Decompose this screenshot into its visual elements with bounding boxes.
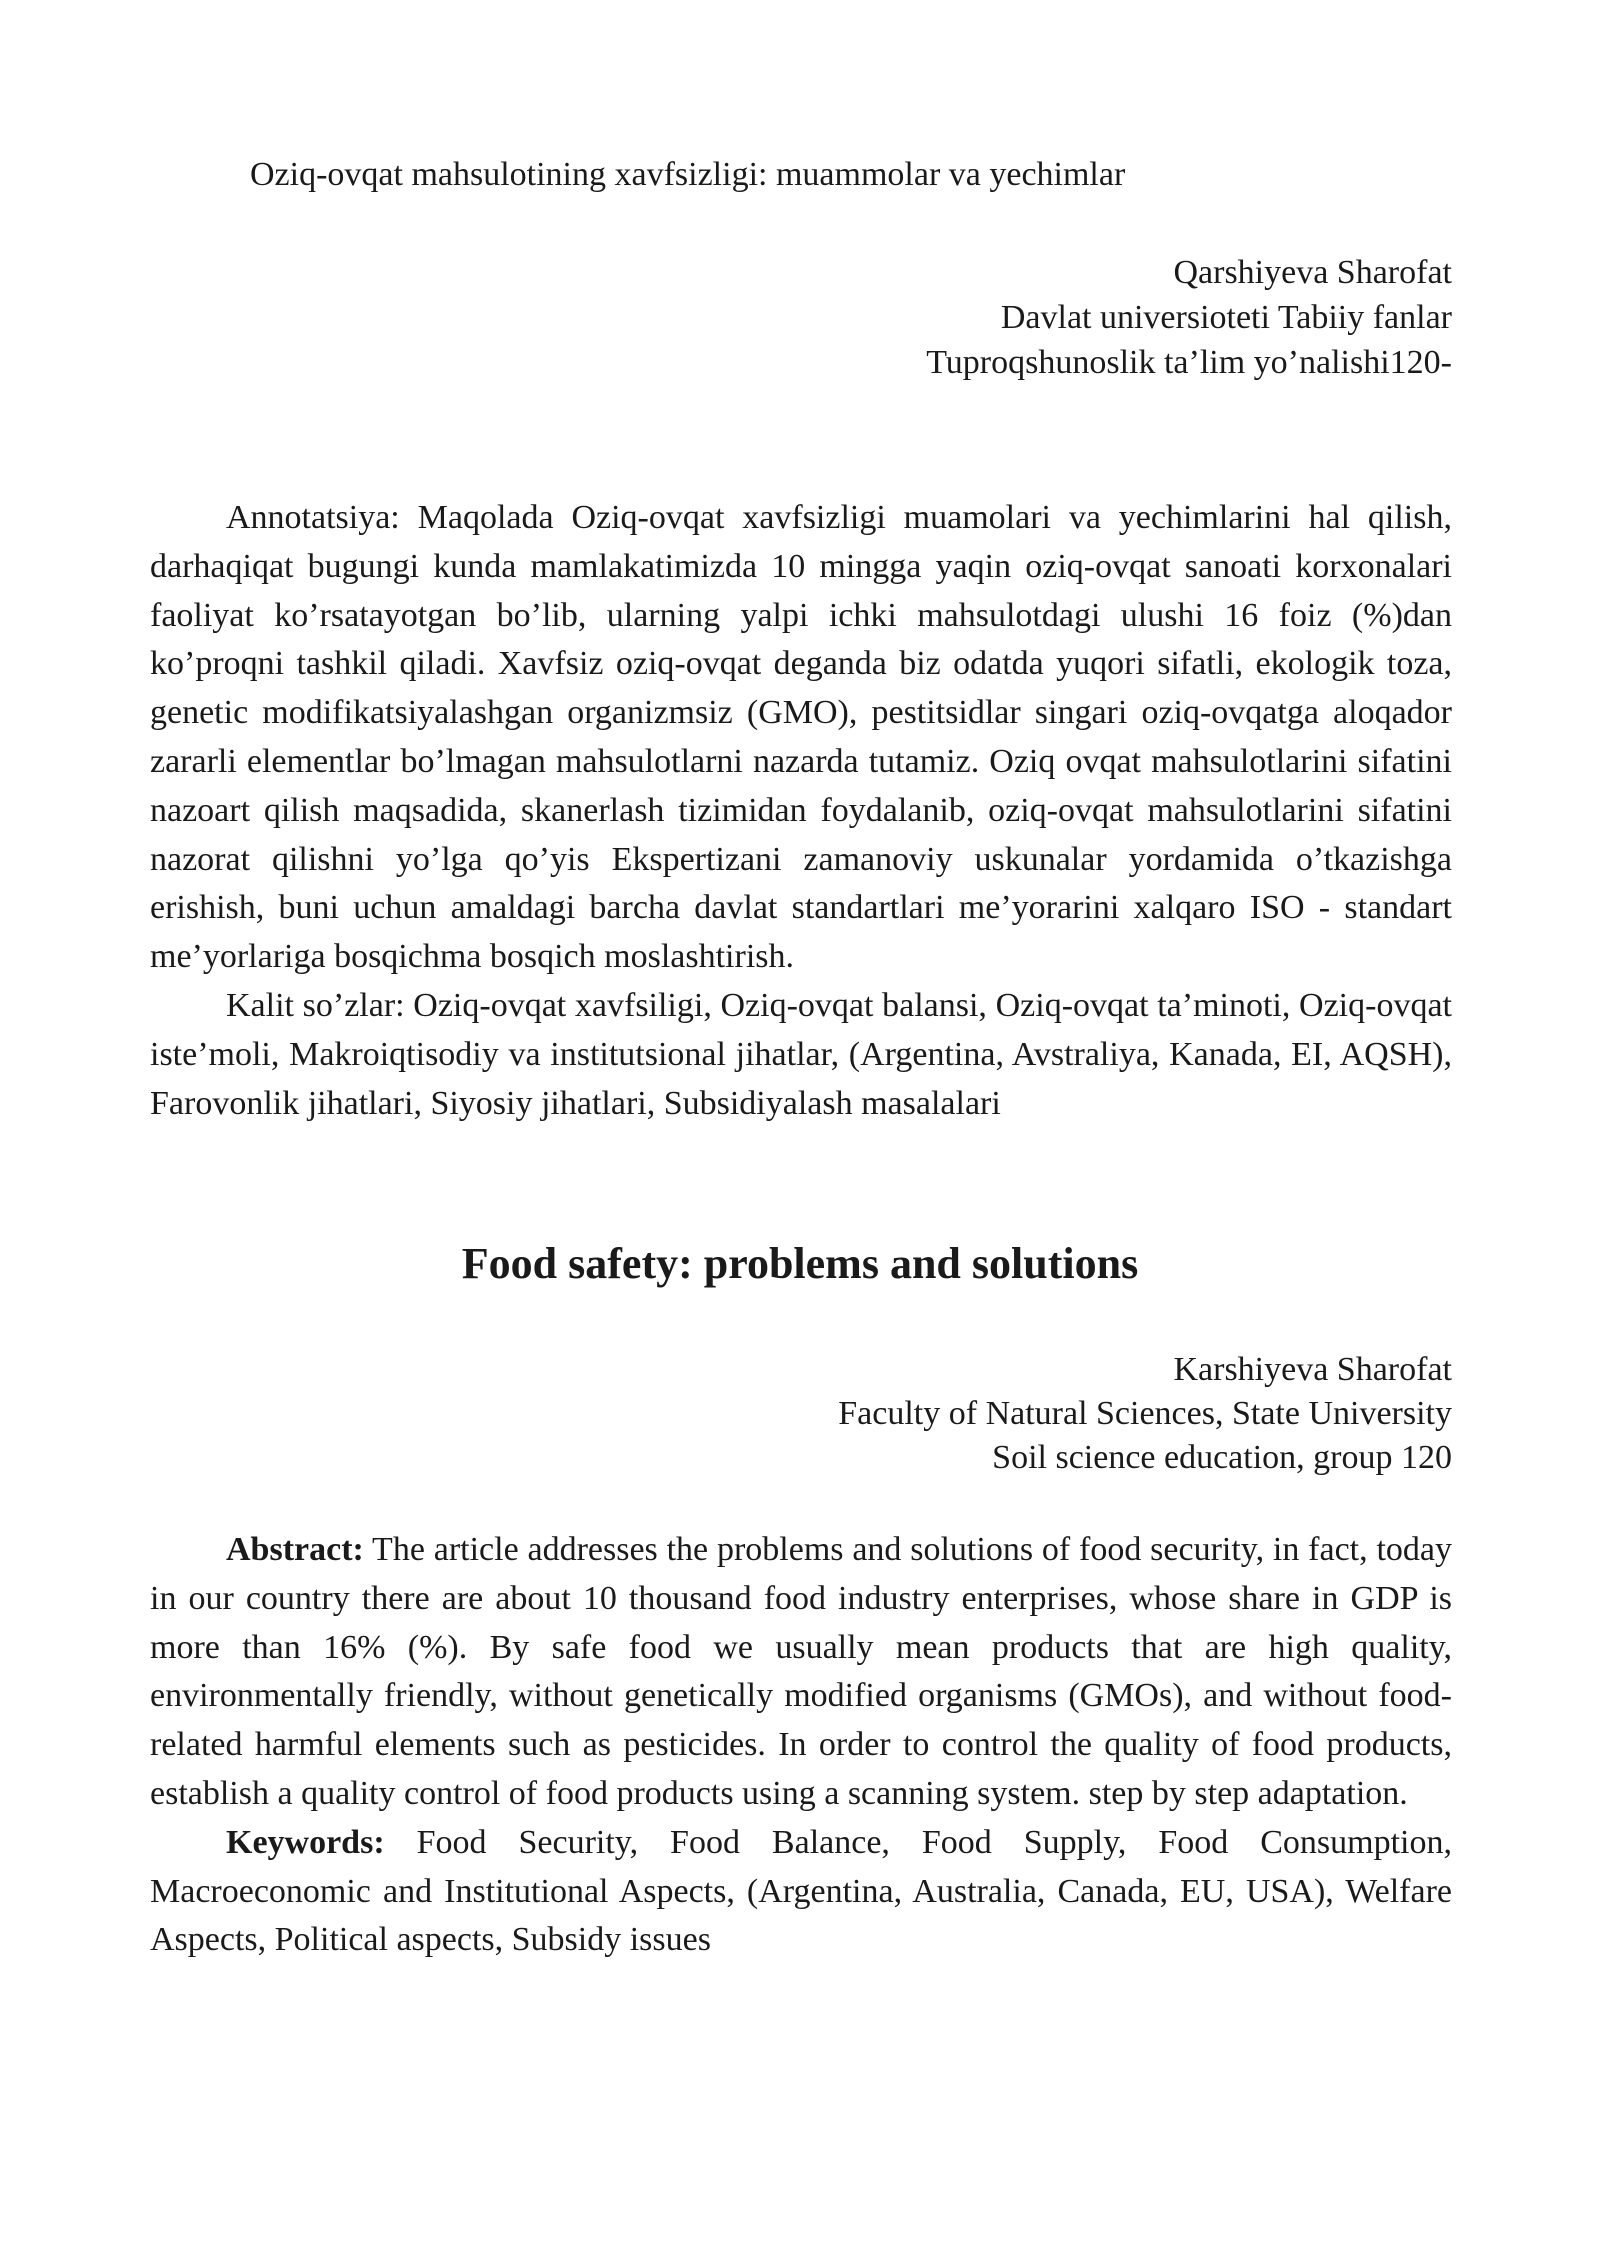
english-keywords-paragraph xyxy=(150,1819,1452,1965)
english-abstract-text: The article addresses the problems and solutions of food security, in fact, today in our country there are about 10 thousand food industry enterprises, whose share in GDP is more than 16% (%). By safe food we usually mean products that are high quality, environmentally friendly, without genetically modified organisms (GMOs), and without food-related harmful elements such as pesticides. In order to control the quality of food products, establish a quality control of food products using a scanning system. step by step adaptation. xyxy=(150,1531,1452,1812)
uzbek-keywords-paragraph: Kalit so’zlar: Oziq-ovqat xavfsiligi, Oziq-ovqat balansi, Oziq-ovqat ta’minoti, Oziq-ovqat iste’moli, Makroiqtisodiy va institutsional jihatlar, (Argentina, Avstraliya, Kanada, EI, AQSH), Farovonlik jihatlari, Siyosiy jihatlari, Subsidiyalash masalalari xyxy=(150,986,1452,1122)
abstract-label: Abstract: xyxy=(226,1531,364,1568)
keywords-label: Keywords: xyxy=(226,1823,385,1861)
uzbek-author-block xyxy=(926,250,1452,385)
english-author-block xyxy=(838,1348,1452,1480)
uzbek-author-name: Qarshiyeva Sharofat xyxy=(1173,254,1452,291)
english-keywords-text: Food Security, Food Balance, Food Supply, Food Consumption, Macroeconomic and Institutional Aspects, (Argentina, Australia, Canada, EU, USA), Welfare Aspects, Political aspects, Subsidy issues xyxy=(150,1823,1452,1959)
uzbek-abstract-section xyxy=(150,494,1452,1128)
english-author-name: Karshiyeva Sharofat xyxy=(1173,1351,1452,1388)
english-title: Food safety: problems and solutions xyxy=(461,1239,1139,1288)
uzbek-author-affiliation: Davlat universioteti Tabiiy fanlar xyxy=(1000,299,1452,336)
english-author-department: Soil science education, group 120 xyxy=(992,1439,1452,1476)
english-abstract-section xyxy=(150,1526,1452,1965)
uzbek-author-department: Tuproqshunoslik ta’lim yo’nalishi120- xyxy=(926,344,1452,381)
uzbek-abstract-paragraph: Annotatsiya: Maqolada Oziq-ovqat xavfsizligi muamolari va yechimlarini hal qilish, darhaqiqat bugungi kunda mamlakatimizda 10 mingga yaqin oziq-ovqat sanoati korxonalari faoliyat ko’rsatayotgan bo’lib, ularning yalpi ichki mahsulotdagi ulushi 16 foiz (%)dan ko’proqni tashkil qiladi. Xavfsiz oziq-ovqat deganda biz odatda yuqori sifatli, ekologik toza, genetic modifikatsiyalashgan organizmsiz (GMO), pestitsidlar singari oziq-ovqatga aloqador zararli elementlar bo’lmagan mahsulotlarni nazarda tutamiz. Oziq ovqat mahsulotlarini sifatini nazoart qilish maqsadida, skanerlash tizimidan foydalanib, oziq-ovqat mahsulotlarini sifatini nazorat qilishni yo’lga qo’yis Ekspertizani zamanoviy uskunalar yordamida o’tkazishga erishish, buni uchun amaldagi barcha davlat standartlari me’yorarini xalqaro ISO - standart me’yorlariga bosqichma bosqich moslashtirish. xyxy=(150,499,1452,976)
english-abstract-paragraph xyxy=(150,1526,1452,1819)
english-author-affiliation: Faculty of Natural Sciences, State University xyxy=(838,1395,1452,1432)
uzbek-title: Oziq-ovqat mahsulotining xavfsizligi: muammolar va yechimlar xyxy=(250,156,1126,193)
